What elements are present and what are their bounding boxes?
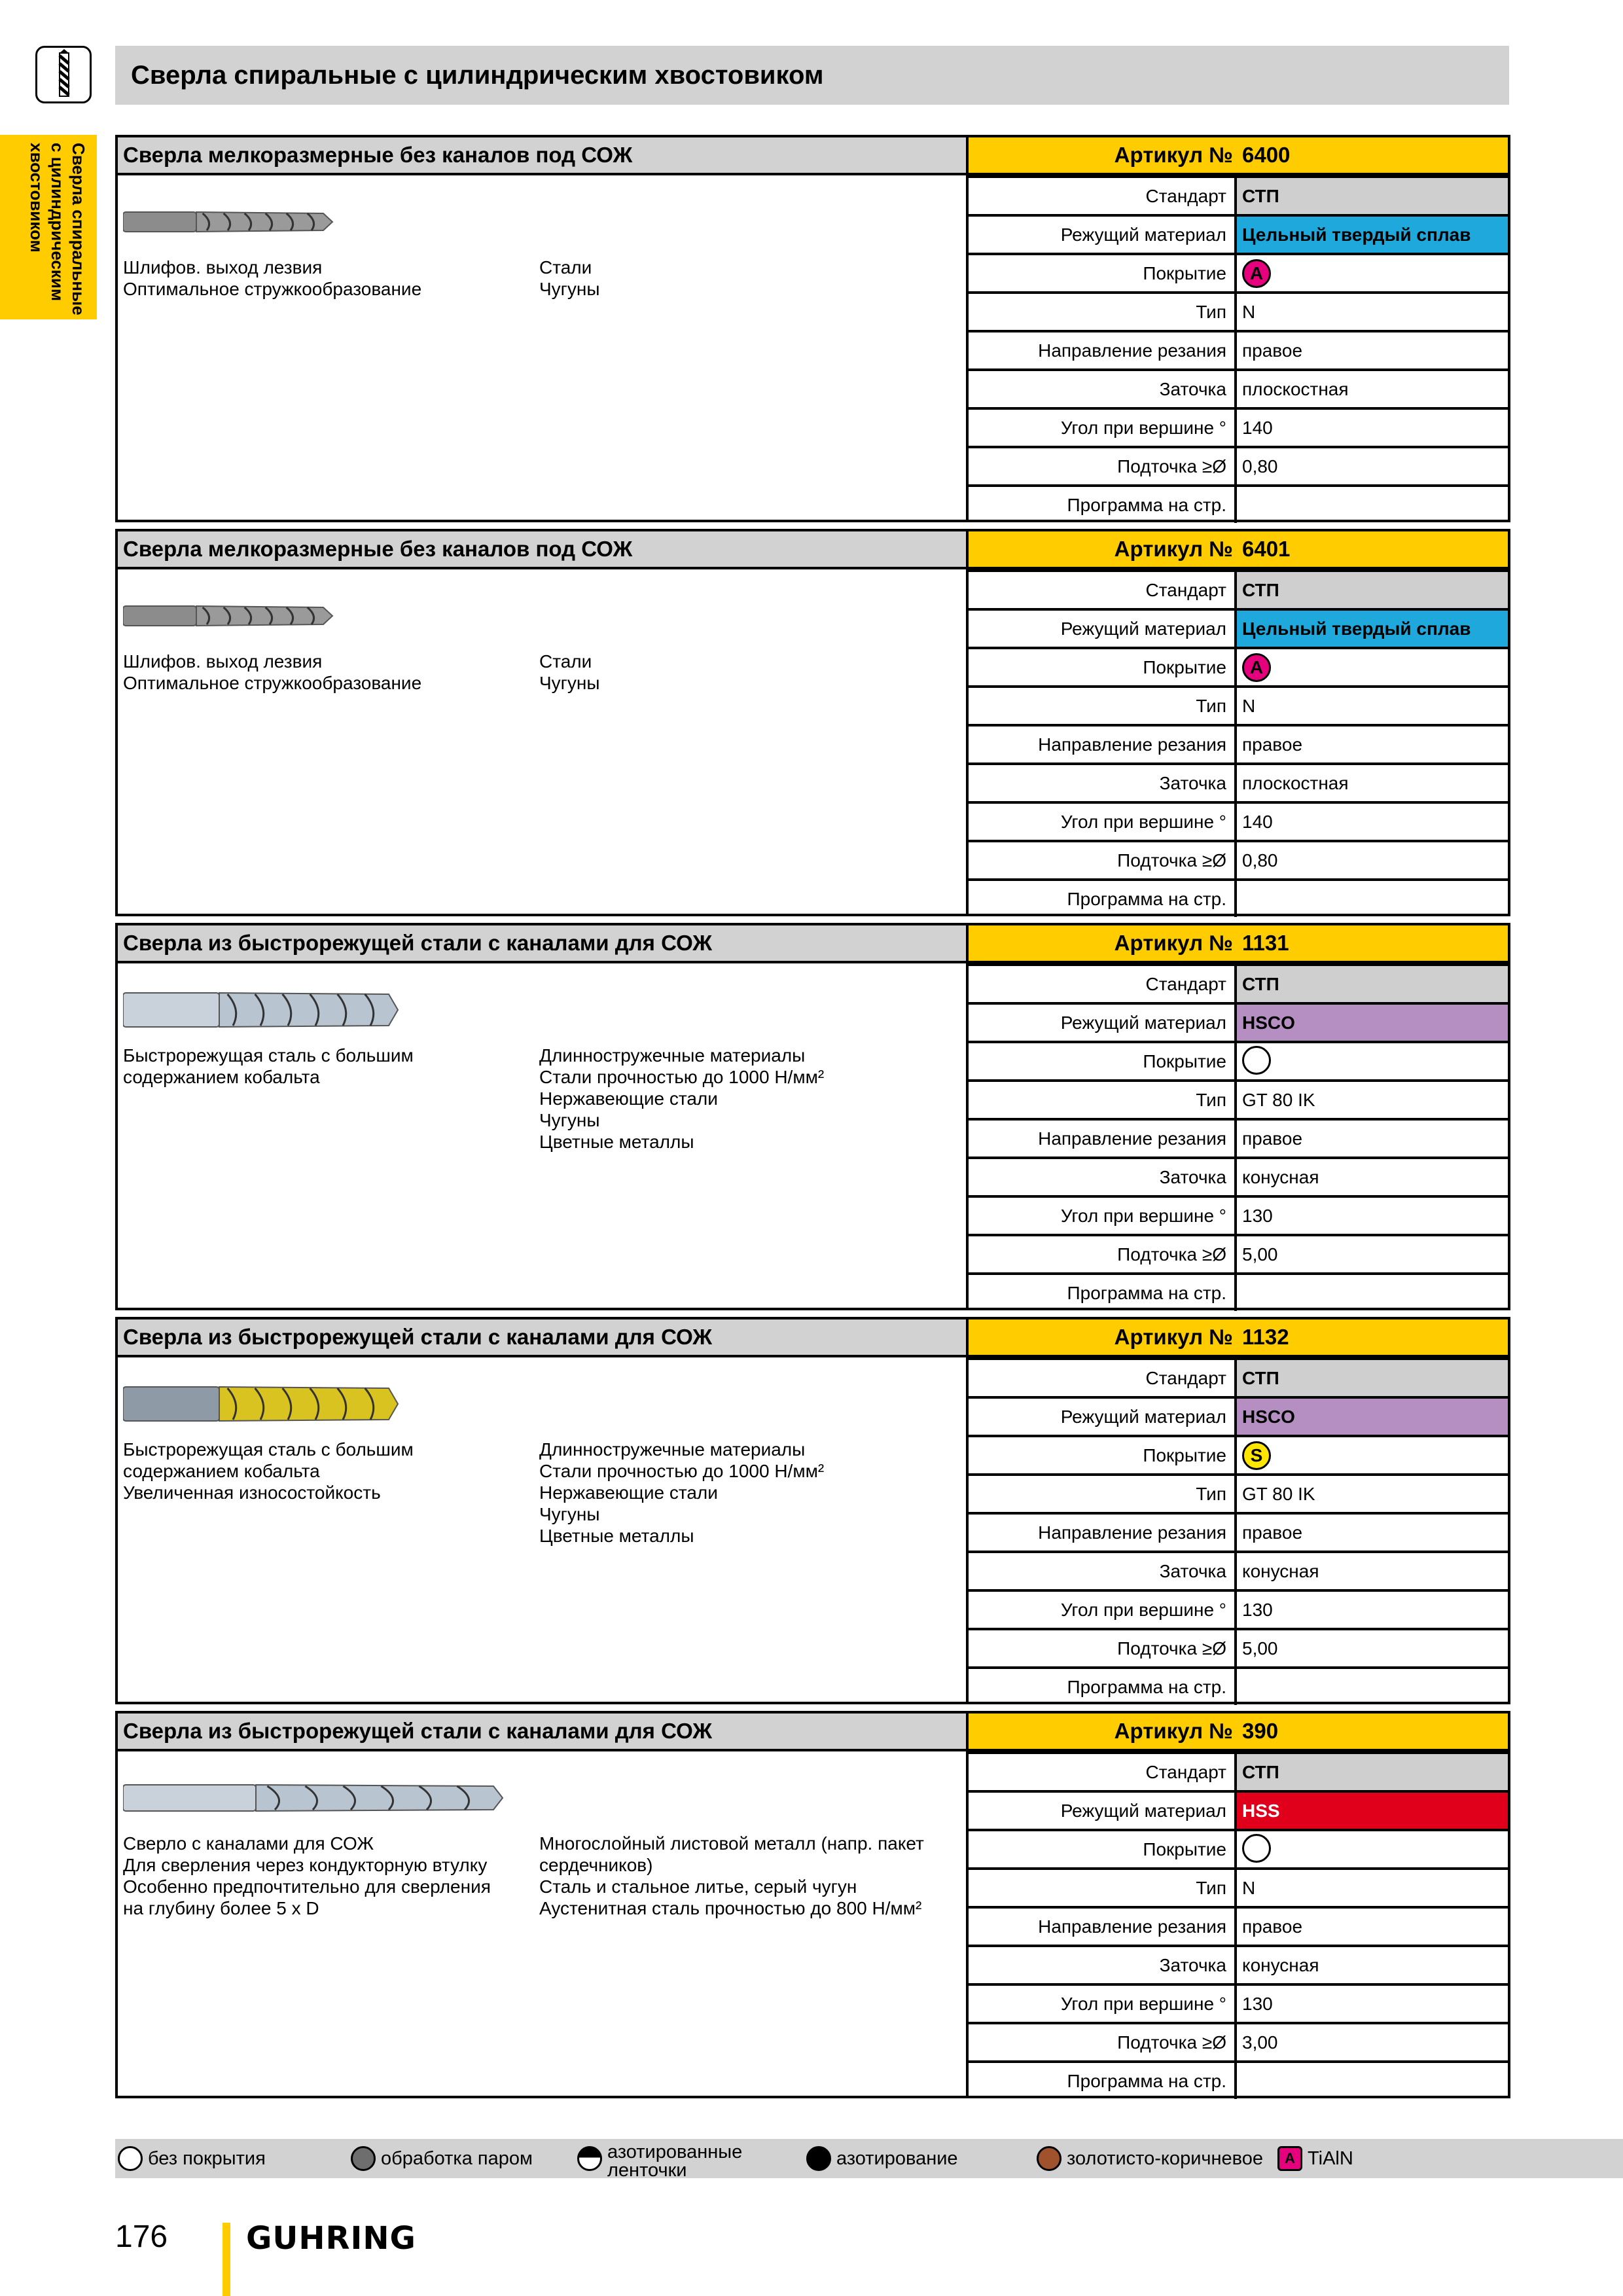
material-line: Стали прочностью до 1000 Н/мм² — [539, 1461, 825, 1481]
workpiece-materials — [539, 257, 965, 300]
thinning-label: Подточка ≥Ø — [969, 2024, 1237, 2060]
standard-value: СТП — [1237, 1754, 1508, 1790]
type-value: GT 80 IK — [1242, 1090, 1315, 1110]
steam-treatment-icon — [351, 2146, 376, 2171]
param-row-point — [969, 1551, 1508, 1589]
param-row-standard — [969, 175, 1508, 214]
nitriding-icon — [806, 2146, 831, 2171]
param-row-thinning — [969, 446, 1508, 484]
param-row-standard — [969, 1357, 1508, 1396]
description-line: Оптимальное стружкообразование — [123, 279, 422, 299]
param-row-coating — [969, 1829, 1508, 1867]
material-line: Чугуны — [539, 1504, 600, 1524]
param-row-program — [969, 878, 1508, 917]
description-line: Быстрорежущая сталь с большим — [123, 1045, 414, 1066]
article-label: Артикул № — [1114, 143, 1233, 167]
side-tab-line: с цилиндрическим — [48, 143, 67, 302]
param-row-type — [969, 291, 1508, 330]
article-header — [969, 1319, 1508, 1357]
param-row-coating — [969, 1041, 1508, 1079]
param-row-angle — [969, 1983, 1508, 2022]
angle-label: Угол при вершине ° — [969, 1592, 1237, 1628]
direction-value: правое — [1242, 340, 1303, 361]
article-label: Артикул № — [1114, 1325, 1233, 1349]
product-section — [115, 923, 1510, 1310]
param-row-angle — [969, 407, 1508, 446]
param-row-angle — [969, 1589, 1508, 1628]
description-line: содержанием кобальта — [123, 1067, 320, 1087]
section-title: Сверла мелкоразмерные без каналов под СОЖ — [118, 531, 969, 569]
type-label: Тип — [969, 1476, 1237, 1512]
point-value: плоскостная — [1242, 773, 1349, 793]
program-value — [1237, 881, 1508, 917]
param-row-standard — [969, 963, 1508, 1002]
coating-badge-icon: A — [1242, 259, 1271, 288]
tialn-icon: A — [1277, 2146, 1302, 2171]
drill-image — [123, 1374, 404, 1433]
param-row-type — [969, 685, 1508, 724]
type-label: Тип — [969, 1082, 1237, 1118]
drill-image — [123, 192, 339, 251]
article-label: Артикул № — [1114, 1719, 1233, 1743]
coating-value — [1237, 1831, 1508, 1867]
angle-value: 130 — [1242, 1206, 1273, 1226]
material-label: Режущий материал — [969, 217, 1237, 253]
coating-label: Покрытие — [969, 255, 1237, 291]
param-row-standard — [969, 1751, 1508, 1790]
article-number: 390 — [1242, 1719, 1279, 1743]
article-label: Артикул № — [1114, 537, 1233, 561]
legend-label: золотисто-коричневое — [1067, 2148, 1263, 2169]
thinning-value: 5,00 — [1242, 1638, 1278, 1659]
section-title: Сверла мелкоразмерные без каналов под СОЖ — [118, 137, 969, 175]
legend-label: азотирование — [836, 2148, 958, 2169]
description-line: Для сверления через кондукторную втулку — [123, 1855, 488, 1875]
material-line: сердечников) — [539, 1855, 653, 1875]
direction-value: правое — [1242, 734, 1303, 755]
angle-label: Угол при вершине ° — [969, 1986, 1237, 2022]
material-value: Цельный твердый сплав — [1237, 611, 1508, 647]
side-tab — [0, 135, 97, 319]
description-line: Сверло с каналами для СОЖ — [123, 1833, 374, 1854]
description-line: Быстрорежущая сталь с большим — [123, 1439, 414, 1460]
drill-image — [123, 586, 339, 645]
param-row-angle — [969, 801, 1508, 840]
param-row-program — [969, 1666, 1508, 1705]
article-label: Артикул № — [1114, 931, 1233, 955]
article-header — [969, 137, 1508, 175]
point-label: Заточка — [969, 765, 1237, 801]
thinning-label: Подточка ≥Ø — [969, 842, 1237, 878]
product-section — [115, 1711, 1510, 2098]
thinning-value: 0,80 — [1242, 850, 1278, 870]
type-label: Тип — [969, 294, 1237, 330]
param-row-program — [969, 484, 1508, 523]
article-number: 1131 — [1242, 931, 1289, 955]
coating-badge-icon — [1242, 1834, 1271, 1863]
product-description — [123, 1833, 529, 1919]
section-title: Сверла из быстрорежущей стали с каналами для СОЖ — [118, 1713, 969, 1751]
material-label: Режущий материал — [969, 611, 1237, 647]
angle-label: Угол при вершине ° — [969, 804, 1237, 840]
param-row-coating — [969, 647, 1508, 685]
description-line: Особенно предпочтительно для сверления — [123, 1876, 491, 1897]
param-row-type — [969, 1867, 1508, 1906]
description-line: содержанием кобальта — [123, 1461, 320, 1481]
param-row-standard — [969, 569, 1508, 608]
point-label: Заточка — [969, 1159, 1237, 1195]
point-value: плоскостная — [1242, 379, 1349, 399]
page-title: Сверла спиральные с цилиндрическим хвостовиком — [115, 46, 1509, 105]
param-row-angle — [969, 1195, 1508, 1234]
param-row-direction — [969, 1906, 1508, 1945]
description-line: Оптимальное стружкообразование — [123, 673, 422, 693]
material-line: Чугуны — [539, 673, 600, 693]
direction-label: Направление резания — [969, 1909, 1237, 1945]
article-header — [969, 531, 1508, 569]
standard-label: Стандарт — [969, 1754, 1237, 1790]
point-value: конусная — [1242, 1561, 1319, 1581]
section-title: Сверла из быстрорежущей стали с каналами для СОЖ — [118, 925, 969, 963]
product-description — [123, 651, 529, 694]
direction-label: Направление резания — [969, 1515, 1237, 1551]
standard-value: СТП — [1237, 572, 1508, 608]
param-row-material — [969, 214, 1508, 253]
article-number: 6401 — [1242, 537, 1291, 561]
direction-label: Направление резания — [969, 1121, 1237, 1157]
angle-label: Угол при вершине ° — [969, 1198, 1237, 1234]
description-line: Шлифов. выход лезвия — [123, 257, 323, 278]
material-value: HSCO — [1237, 1399, 1508, 1435]
standard-label: Стандарт — [969, 572, 1237, 608]
material-line: Стали — [539, 651, 592, 672]
param-row-thinning — [969, 1628, 1508, 1666]
standard-label: Стандарт — [969, 966, 1237, 1002]
standard-value: СТП — [1237, 178, 1508, 214]
param-row-type — [969, 1473, 1508, 1512]
angle-value: 140 — [1242, 812, 1273, 832]
coating-value — [1237, 255, 1508, 291]
param-row-thinning — [969, 840, 1508, 878]
coating-value — [1237, 1043, 1508, 1079]
param-row-direction — [969, 1512, 1508, 1551]
program-value — [1237, 1669, 1508, 1705]
material-line: Длинностружечные материалы — [539, 1439, 806, 1460]
drill-image — [123, 980, 404, 1039]
point-label: Заточка — [969, 371, 1237, 407]
material-line: Длинностружечные материалы — [539, 1045, 806, 1066]
side-tab-line: Сверла спиральные — [69, 143, 88, 315]
nitrided-lands-icon — [577, 2146, 602, 2171]
workpiece-materials — [539, 1833, 965, 1919]
param-row-program — [969, 1272, 1508, 1311]
program-value — [1237, 2063, 1508, 2099]
workpiece-materials — [539, 1439, 965, 1547]
material-line: Чугуны — [539, 1110, 600, 1130]
material-label: Режущий материал — [969, 1399, 1237, 1435]
type-label: Тип — [969, 688, 1237, 724]
program-value — [1237, 1275, 1508, 1311]
type-value: N — [1242, 302, 1256, 322]
material-line: Чугуны — [539, 279, 600, 299]
param-row-program — [969, 2060, 1508, 2099]
product-section — [115, 529, 1510, 916]
param-row-point — [969, 368, 1508, 407]
angle-value: 130 — [1242, 1994, 1273, 2014]
material-line: Сталь и стальное литье, серый чугун — [539, 1876, 857, 1897]
thinning-label: Подточка ≥Ø — [969, 1236, 1237, 1272]
material-label: Режущий материал — [969, 1793, 1237, 1829]
article-number: 6400 — [1242, 143, 1291, 167]
workpiece-materials — [539, 1045, 965, 1153]
thinning-value: 3,00 — [1242, 2032, 1278, 2053]
program-label: Программа на стр. — [969, 487, 1237, 523]
product-description — [123, 257, 529, 300]
point-value: конусная — [1242, 1167, 1319, 1187]
side-tab-line: хвостовиком — [27, 143, 46, 253]
workpiece-materials — [539, 651, 965, 694]
material-value: HSS — [1237, 1793, 1508, 1829]
material-line: Аустенитная сталь прочностью до 800 Н/мм² — [539, 1898, 922, 1918]
material-line: Нержавеющие стали — [539, 1482, 718, 1503]
drill-category-icon — [35, 46, 92, 103]
coating-value — [1237, 1437, 1508, 1473]
coating-badge-icon — [1242, 1046, 1271, 1075]
page-number: 176 — [115, 2219, 168, 2254]
program-label: Программа на стр. — [969, 1275, 1237, 1311]
coating-value — [1237, 649, 1508, 685]
param-row-thinning — [969, 2022, 1508, 2060]
angle-label: Угол при вершине ° — [969, 410, 1237, 446]
no-coating-icon — [118, 2146, 143, 2171]
angle-value: 140 — [1242, 418, 1273, 438]
direction-value: правое — [1242, 1128, 1303, 1149]
program-label: Программа на стр. — [969, 2063, 1237, 2099]
coating-label: Покрытие — [969, 649, 1237, 685]
point-label: Заточка — [969, 1947, 1237, 1983]
legend-label: TiAlN — [1308, 2148, 1353, 2169]
material-line: Цветные металлы — [539, 1526, 694, 1546]
type-value: GT 80 IK — [1242, 1484, 1315, 1504]
param-row-material — [969, 1396, 1508, 1435]
article-header — [969, 1713, 1508, 1751]
description-line: на глубину более 5 x D — [123, 1898, 319, 1918]
material-line: Стали прочностью до 1000 Н/мм² — [539, 1067, 825, 1087]
param-row-direction — [969, 1118, 1508, 1157]
param-row-material — [969, 608, 1508, 647]
param-row-material — [969, 1002, 1508, 1041]
legend-label: азотированные ленточки — [607, 2142, 743, 2181]
article-number: 1132 — [1242, 1325, 1289, 1349]
product-section — [115, 135, 1510, 522]
program-label: Программа на стр. — [969, 881, 1237, 917]
direction-value: правое — [1242, 1522, 1303, 1543]
material-value: Цельный твердый сплав — [1237, 217, 1508, 253]
section-title: Сверла из быстрорежущей стали с каналами для СОЖ — [118, 1319, 969, 1357]
standard-label: Стандарт — [969, 178, 1237, 214]
description-line: Шлифов. выход лезвия — [123, 651, 323, 672]
thinning-value: 0,80 — [1242, 456, 1278, 476]
direction-value: правое — [1242, 1916, 1303, 1937]
param-row-direction — [969, 724, 1508, 762]
param-row-point — [969, 762, 1508, 801]
material-label: Режущий материал — [969, 1005, 1237, 1041]
coating-badge-icon: S — [1242, 1441, 1271, 1470]
direction-label: Направление резания — [969, 726, 1237, 762]
param-row-point — [969, 1157, 1508, 1195]
thinning-label: Подточка ≥Ø — [969, 1630, 1237, 1666]
param-row-point — [969, 1945, 1508, 1983]
type-label: Тип — [969, 1870, 1237, 1906]
material-line: Многослойный листовой металл (напр. пакет — [539, 1833, 924, 1854]
material-line: Нержавеющие стали — [539, 1088, 718, 1109]
angle-value: 130 — [1242, 1600, 1273, 1620]
description-line: Увеличенная износостойкость — [123, 1482, 381, 1503]
coating-label: Покрытие — [969, 1831, 1237, 1867]
type-value: N — [1242, 696, 1256, 716]
thinning-label: Подточка ≥Ø — [969, 448, 1237, 484]
thinning-value: 5,00 — [1242, 1244, 1278, 1265]
param-row-coating — [969, 253, 1508, 291]
direction-label: Направление резания — [969, 332, 1237, 368]
material-line: Стали — [539, 257, 592, 278]
param-row-type — [969, 1079, 1508, 1118]
param-row-material — [969, 1790, 1508, 1829]
coating-label: Покрытие — [969, 1437, 1237, 1473]
standard-label: Стандарт — [969, 1360, 1237, 1396]
param-row-thinning — [969, 1234, 1508, 1272]
gold-brown-icon — [1037, 2146, 1061, 2171]
type-value: N — [1242, 1878, 1256, 1898]
coating-legend — [115, 2139, 1623, 2181]
product-description — [123, 1439, 529, 1503]
point-label: Заточка — [969, 1553, 1237, 1589]
legend-label: без покрытия — [148, 2148, 266, 2169]
material-line: Цветные металлы — [539, 1132, 694, 1152]
param-row-direction — [969, 330, 1508, 368]
coating-label: Покрытие — [969, 1043, 1237, 1079]
product-description — [123, 1045, 529, 1088]
article-header — [969, 925, 1508, 963]
footer-accent-bar — [223, 2223, 230, 2296]
point-value: конусная — [1242, 1955, 1319, 1975]
material-value: HSCO — [1237, 1005, 1508, 1041]
program-value — [1237, 487, 1508, 523]
param-row-coating — [969, 1435, 1508, 1473]
coating-badge-icon: A — [1242, 653, 1271, 682]
standard-value: СТП — [1237, 966, 1508, 1002]
brand-logo: GUHRING — [246, 2220, 416, 2257]
product-section — [115, 1317, 1510, 1704]
standard-value: СТП — [1237, 1360, 1508, 1396]
drill-image — [123, 1768, 509, 1827]
program-label: Программа на стр. — [969, 1669, 1237, 1705]
legend-label: обработка паром — [381, 2148, 533, 2169]
